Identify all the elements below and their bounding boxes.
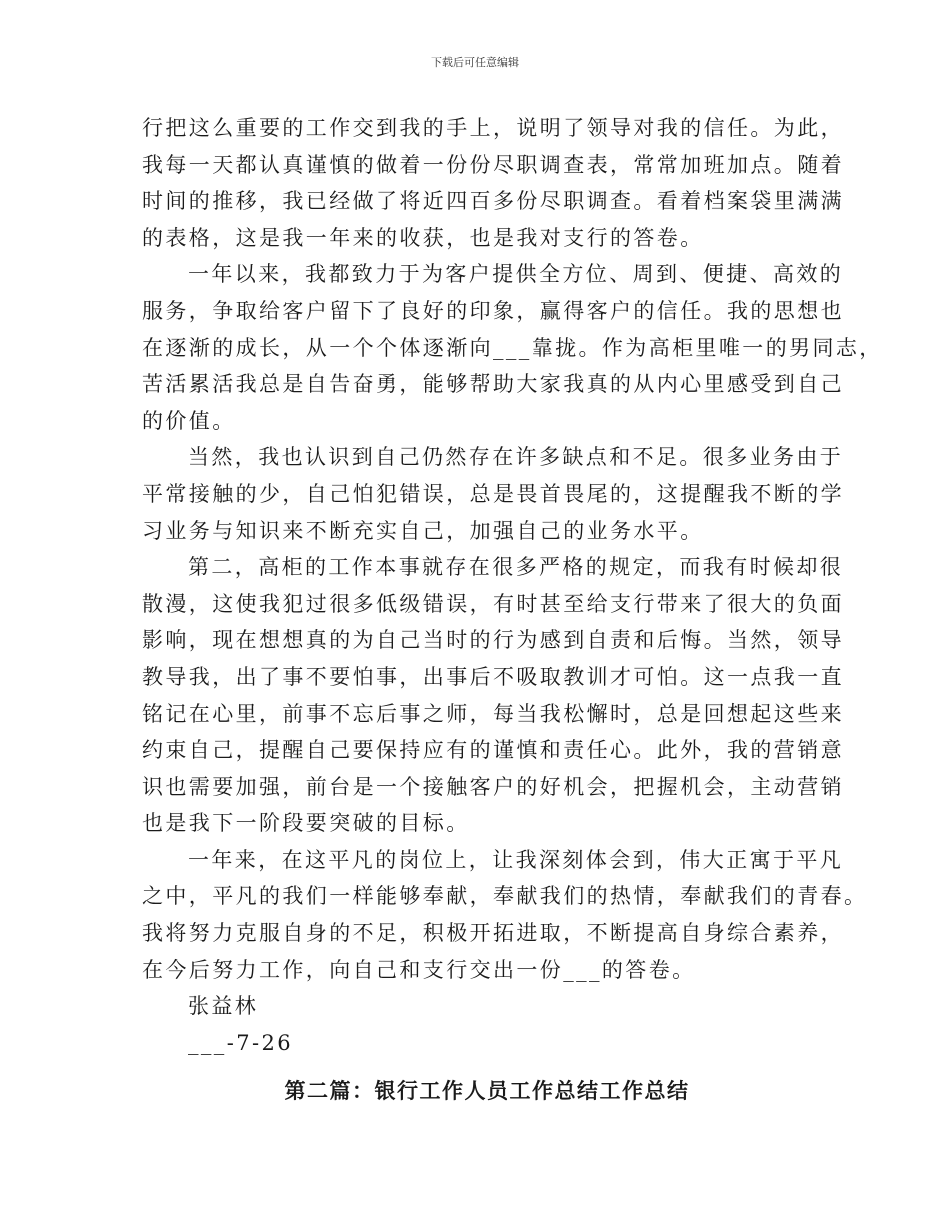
paragraph-line: 在今后努力工作，向自己和支行交出一份___的答卷。	[142, 957, 696, 982]
paragraph-line: 识也需要加强，前台是一个接触客户的好机会，把握机会，主动营销	[142, 774, 844, 799]
paragraph-line: 在逐渐的成长，从一个个体逐渐向___靠拢。作为高柜里唯一的男同志，	[142, 335, 883, 360]
paragraph-line: 散漫，这使我犯过很多低级错误，有时甚至给支行带来了很大的负面	[142, 591, 844, 616]
paragraph-line: 我将努力克服自身的不足，积极开拓进取，不断提高自身综合素养，	[142, 921, 844, 946]
paragraph-line: 时间的推移，我已经做了将近四百多份尽职调查。看着档案袋里满满	[142, 189, 844, 214]
paragraph-line: 行把这么重要的工作交到我的手上，说明了领导对我的信任。为此，	[142, 116, 844, 140]
paragraph-line: 也是我下一阶段要突破的目标。	[142, 811, 470, 836]
paragraph-line: 一年来，在这平凡的岗位上，让我深刻体会到，伟大正寓于平凡	[188, 847, 844, 872]
header-note: 下载后可任意编辑	[431, 56, 519, 69]
signature-name: 张益林	[188, 994, 259, 1019]
paragraph-line: 第二，高柜的工作本事就存在很多严格的规定，而我有时候却很	[188, 555, 844, 580]
paragraph-5	[142, 842, 868, 988]
paragraph-3	[142, 439, 844, 549]
paragraph-line: 铭记在心里，前事不忘后事之师，每当我松懈时，总是回想起这些来	[142, 701, 844, 726]
paragraph-line: 我每一天都认真谨慎的做着一份份尽职调查表，常常加班加点。随着	[142, 152, 844, 177]
paragraph-line: 影响，现在想想真的为自己当时的行为感到自责和后悔。当然，领导	[142, 628, 844, 653]
paragraph-line: 的表格，这是我一年来的收获，也是我对支行的答卷。	[142, 225, 704, 250]
section-title: 第二篇：银行工作人员工作总结工作总结	[284, 1078, 690, 1104]
paragraph-line: 的价值。	[142, 408, 236, 433]
paragraph-1	[142, 110, 844, 256]
signature-date: ___-7-26	[188, 1030, 293, 1055]
paragraph-line: 约束自己，提醒自己要保持应有的谨慎和责任心。此外，我的营销意	[142, 738, 844, 763]
paragraph-line: 习业务与知识来不断充实自己，加强自己的业务水平。	[142, 518, 704, 543]
paragraph-2	[142, 256, 883, 439]
paragraph-line: 服务，争取给客户留下了良好的印象，赢得客户的信任。我的思想也	[142, 298, 844, 323]
paragraph-line: 平常接触的少，自己怕犯错误，总是畏首畏尾的，这提醒我不断的学	[142, 481, 844, 506]
paragraph-line: 教导我，出了事不要怕事，出事后不吸取教训才可怕。这一点我一直	[142, 664, 844, 689]
document-body	[142, 110, 883, 1109]
paragraph-4	[142, 549, 844, 842]
paragraph-line: 之中，平凡的我们一样能够奉献，奉献我们的热情，奉献我们的青春。	[142, 884, 868, 909]
paragraph-line: 一年以来，我都致力于为客户提供全方位、周到、便捷、高效的	[188, 262, 844, 287]
paragraph-line: 苦活累活我总是自告奋勇，能够帮助大家我真的从内心里感受到自己	[142, 372, 844, 397]
paragraph-line: 当然，我也认识到自己仍然存在许多缺点和不足。很多业务由于	[188, 445, 844, 470]
